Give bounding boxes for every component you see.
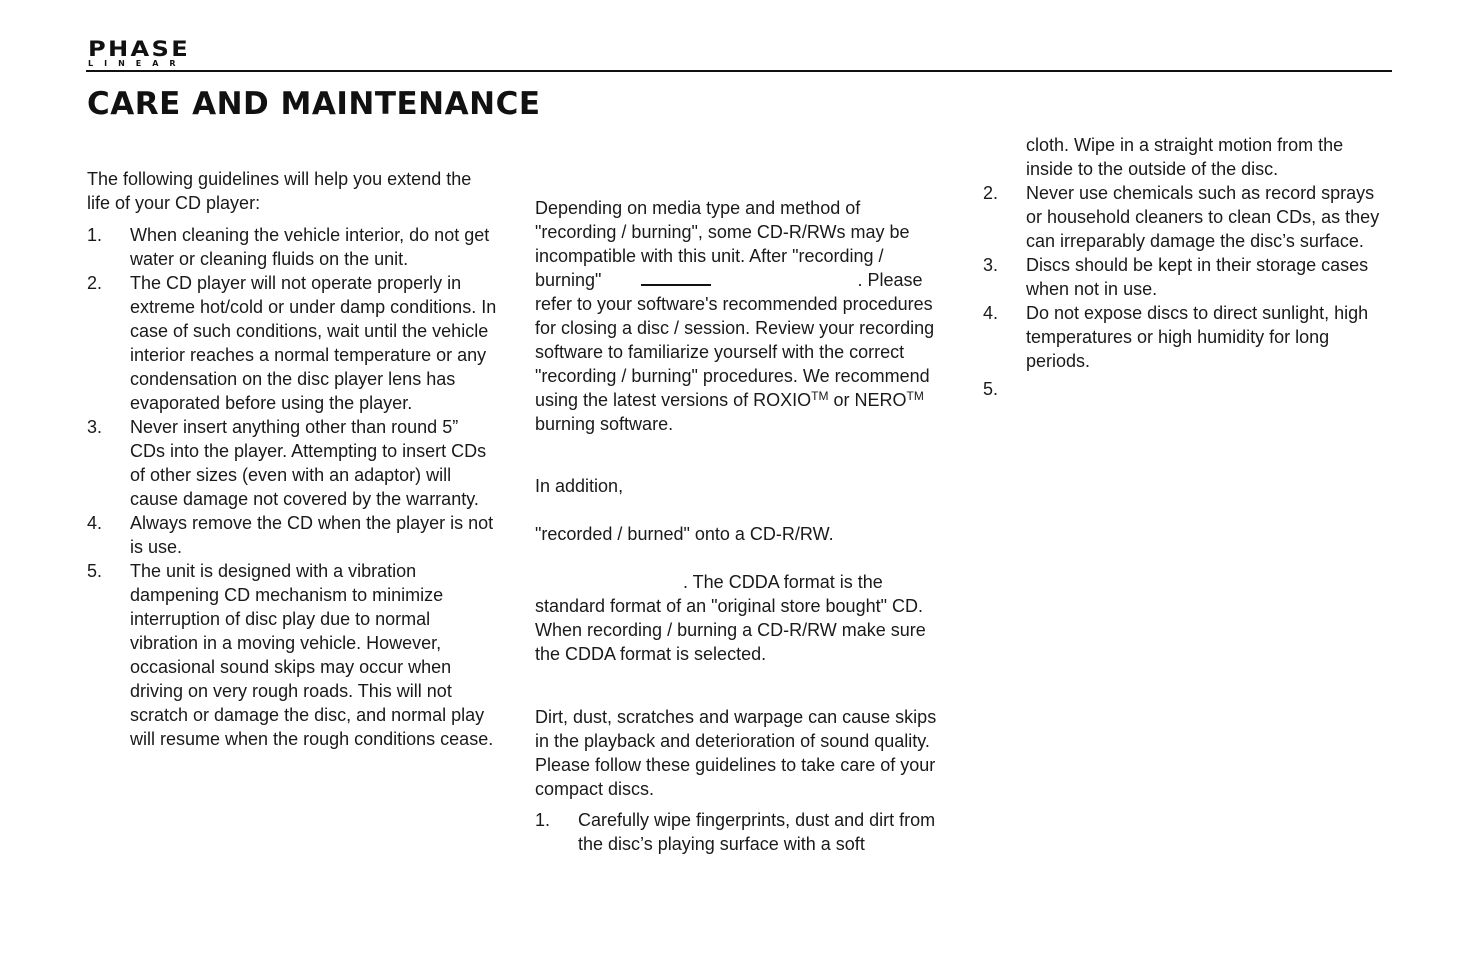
item-text: Carefully wipe fingerprints, dust and dirt from the disc’s playing surface with a soft <box>578 810 936 854</box>
logo-top-text: PHASE <box>88 37 191 61</box>
page-title: CARE AND MAINTENANCE <box>87 86 541 122</box>
intro-paragraph: The following guidelines will help you extend the life of your CD player: <box>87 169 472 213</box>
list-item <box>983 377 1393 401</box>
logo-bottom-text: LINEAR <box>88 59 187 68</box>
item-text: When cleaning the vehicle interior, do not get water or cleaning fluids on the unit. <box>130 225 490 269</box>
disc-care-list-continued <box>983 181 1393 401</box>
item-text: Discs should be kept in their storage cases when not in use. <box>1026 255 1369 299</box>
item-number: 4. <box>983 303 999 323</box>
in-addition-text: In addition, <box>535 476 624 496</box>
item-number: 1. <box>87 225 103 245</box>
cdrw-text-b: . Please refer to your software's recommended procedures for closing a disc / session. Review your recording software to familiarize yourself with the correct "recording / burning" procedures. We recommend using the latest versions of ROXIO <box>535 270 935 410</box>
item-text: Never use chemicals such as record sprays or household cleaners to clean CDs, as they can irreparably damage the disc’s surface. <box>1026 183 1380 251</box>
cdda-format-text: . The CDDA format is the standard format of an "original store bought" CD. When recording / burning a CD-R/RW make sure the CDDA format is selected. <box>535 572 926 664</box>
column-2-paragraph-2b <box>535 522 945 546</box>
cdrw-text-d: burning software. <box>535 414 674 434</box>
item-number: 5. <box>983 379 999 399</box>
trademark-nero: TM <box>906 389 924 403</box>
list-item <box>983 301 1393 373</box>
disc-care-list <box>535 808 945 856</box>
column-1 <box>87 167 497 751</box>
list-item <box>87 223 497 271</box>
item-text: Do not expose discs to direct sunlight, high temperatures or high humidity for long periods. <box>1026 303 1369 371</box>
cdrw-text-c: or NERO <box>828 390 907 410</box>
item-number: 1. <box>535 810 551 830</box>
blank-underline <box>641 270 711 286</box>
recorded-burned-text: "recorded / burned" onto a CD-R/RW. <box>535 524 834 544</box>
column-2-paragraph-3 <box>535 570 945 666</box>
item-number: 2. <box>87 273 103 293</box>
column-2-paragraph-1 <box>535 196 945 436</box>
continuation-text: cloth. Wipe in a straight motion from the inside to the outside of the disc. <box>1026 135 1344 179</box>
disc-care-intro: Dirt, dust, scratches and warpage can cause skips in the playback and deterioration of sound quality. Please follow these guidelines to take care of your compact discs. <box>535 707 937 799</box>
column-2-paragraph-2a <box>535 474 945 498</box>
list-item <box>983 181 1393 253</box>
item-number: 3. <box>87 417 103 437</box>
column-2-paragraph-4 <box>535 705 945 856</box>
list-item <box>87 559 497 751</box>
trademark-roxio: TM <box>811 389 829 403</box>
list-item <box>87 415 497 511</box>
cdrw-text-a: Depending on media type and method of "recording / burning", some CD-R/RWs may be incompatible with this unit. After "recording / burning" <box>535 198 910 290</box>
list-item <box>983 253 1393 301</box>
list-item <box>87 271 497 415</box>
item-text: Always remove the CD when the player is not is use. <box>130 513 494 557</box>
column-3 <box>983 133 1393 401</box>
player-guidelines-list <box>87 223 497 751</box>
item-number: 5. <box>87 561 103 581</box>
item-text: The CD player will not operate properly in extreme hot/cold or under damp conditions. In case of such conditions, wait until the vehicle interior reaches a normal temperature or any condensation on the disc player lens has evaporated before using the player. <box>130 273 497 413</box>
phase-linear-logo <box>88 39 194 67</box>
header-rule <box>86 70 1392 72</box>
item-text: The unit is designed with a vibration dampening CD mechanism to minimize interruption of disc play due to normal vibration in a moving vehicle. However, occasional sound skips may occur when driving on very rough roads. This will not scratch or damage the disc, and normal play will resume when the rough conditions cease. <box>130 561 494 749</box>
list-item <box>87 511 497 559</box>
item-text: Never insert anything other than round 5” CDs into the player. Attempting to insert CDs of other sizes (even with an adaptor) will cause damage not covered by the warranty. <box>130 417 487 509</box>
item-number: 3. <box>983 255 999 275</box>
list-item <box>535 808 945 856</box>
item-number: 4. <box>87 513 103 533</box>
item-number: 2. <box>983 183 999 203</box>
